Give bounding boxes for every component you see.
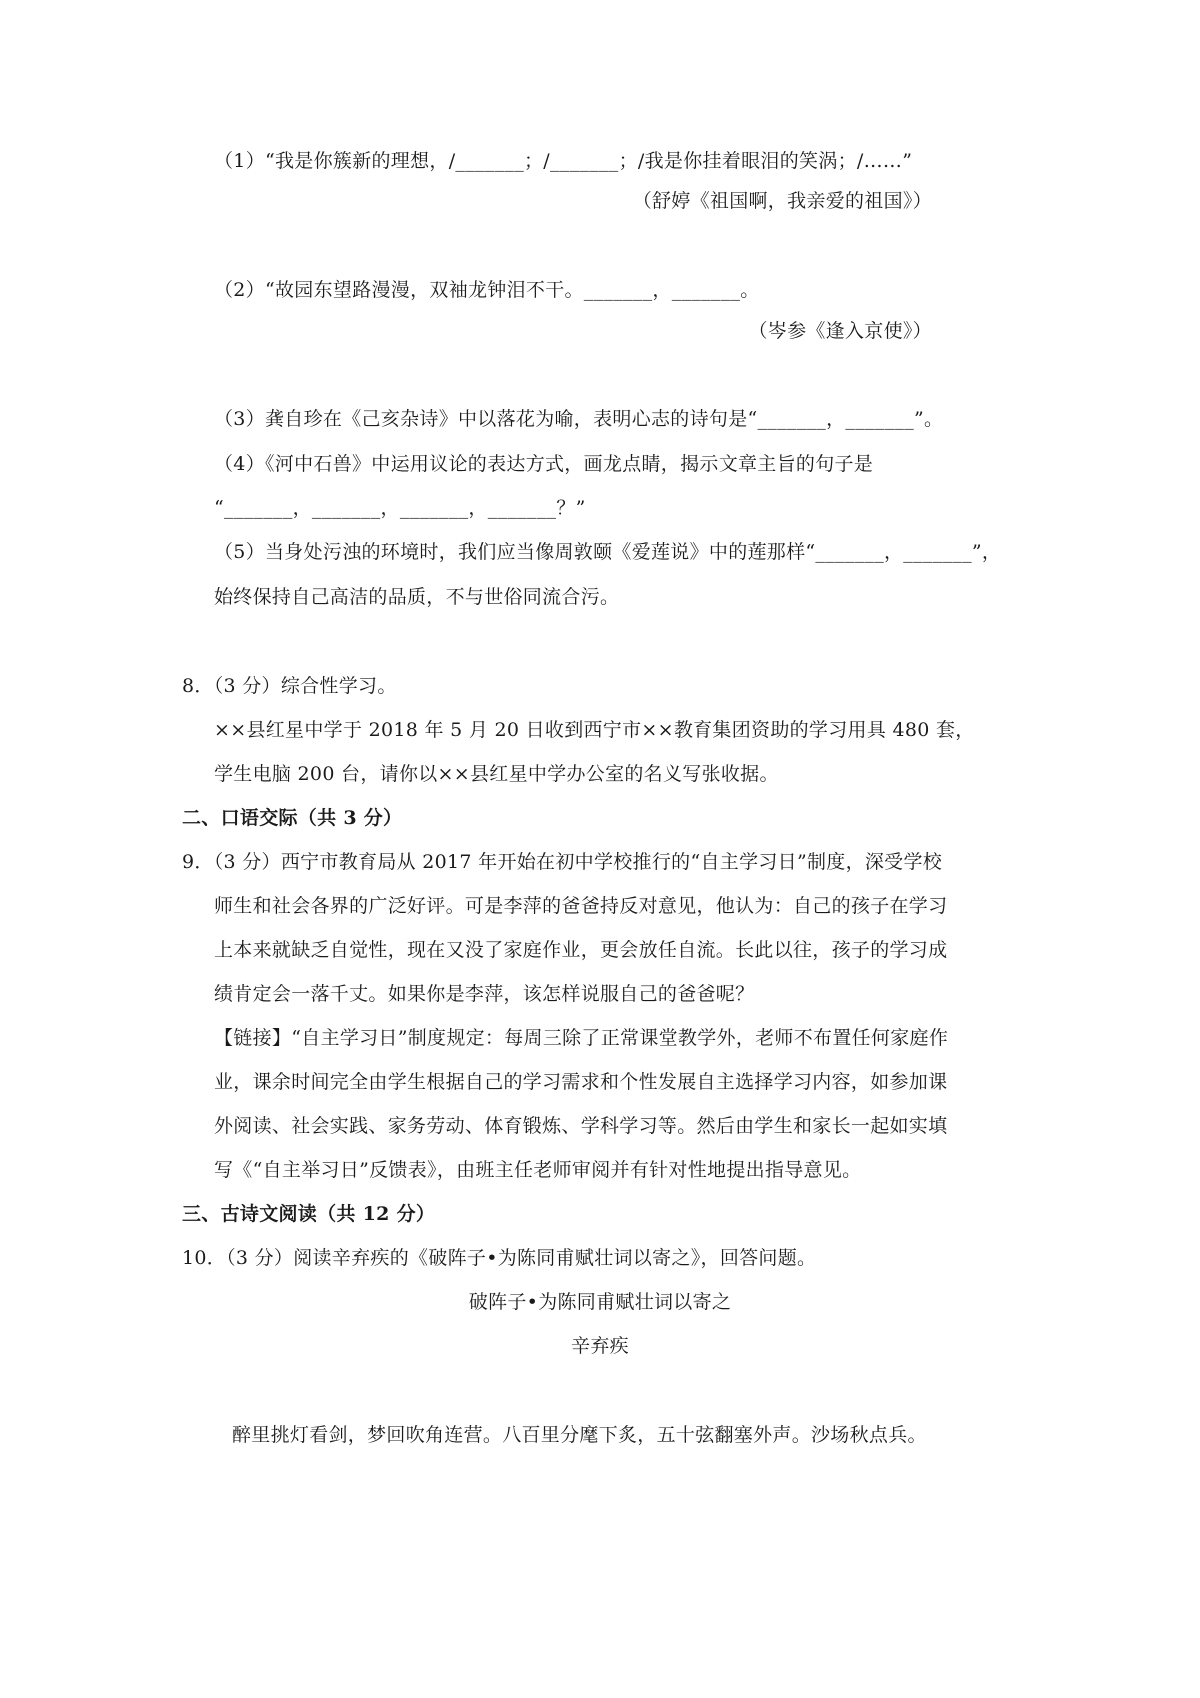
- q8-line2: 学生电脑 200 台，请你以××县红星中学办公室的名义写张收据。: [214, 763, 779, 785]
- q9-link1: 【链接】“自主学习日”制度规定：每周三除了正常课堂教学外，老师不布置任何家庭作: [214, 1027, 949, 1049]
- q7-s2-line: （2）“故园东望路漫漫，双袖龙钟泪不干。_______，_______。: [214, 279, 760, 301]
- q8-title: 8．（3 分）综合性学习。: [182, 675, 397, 697]
- q9-link3: 外阅读、社会实践、家务劳动、体育锻炼、学科学习等。然后由学生和家长一起如实填: [214, 1115, 948, 1137]
- q7-s5-line1: （5）当身处污浊的环境时，我们应当像周敦颐《爱莲说》中的莲那样“_______，_______”，: [214, 541, 1002, 563]
- q9-line3: 上本来就缺乏自觉性，现在又没了家庭作业，更会放任自流。长此以往，孩子的学习成: [214, 939, 948, 961]
- q7-s5-line2: 始终保持自己高洁的品质，不与世俗同流合污。: [214, 586, 620, 608]
- section2-heading: 二、口语交际（共 3 分）: [182, 807, 403, 829]
- q8-line1: ××县红星中学于 2018 年 5 月 20 日收到西宁市××教育集团资助的学习用具 480 套，: [214, 719, 975, 741]
- q7-s3-line: （3）龚自珍在《己亥杂诗》中以落花为喻，表明心志的诗句是“_______，_______”。: [214, 408, 944, 430]
- section3-heading: 三、古诗文阅读（共 12 分）: [182, 1203, 436, 1225]
- q10-line1: 10．（3 分）阅读辛弃疾的《破阵子•为陈同甫赋壮词以寄之》，回答问题。: [182, 1247, 817, 1269]
- q7-s4-line1: （4）《河中石兽》中运用议论的表达方式，画龙点睛，揭示文章主旨的句子是: [214, 453, 874, 475]
- q7-s1-line: （1）“我是你簇新的理想，/_______；/_______；/我是你挂着眼泪的笑涡；/……”: [214, 150, 913, 172]
- poem-author: 辛弃疾: [571, 1335, 629, 1357]
- q7-s4-line2: “_______，_______，_______，_______？”: [214, 497, 586, 519]
- poem-line1: 醉里挑灯看剑，梦回吹角连营。八百里分麾下炙，五十弦翻塞外声。沙场秋点兵。: [232, 1424, 927, 1446]
- q9-link4: 写《“自主举习日”反馈表》，由班主任老师审阅并有针对性地提出指导意见。: [214, 1159, 862, 1181]
- q9-line1: 9．（3 分）西宁市教育局从 2017 年开始在初中学校推行的“自主学习日”制度，深受学校: [182, 851, 943, 873]
- q7-s2-source: （岑参《逢入京使》）: [748, 320, 932, 342]
- q9-link2: 业，课余时间完全由学生根据自己的学习需求和个性发展自主选择学习内容，如参加课: [214, 1071, 948, 1093]
- q9-line4: 绩肯定会一落千丈。如果你是李萍，该怎样说服自己的爸爸呢？: [214, 983, 755, 1005]
- q9-line2: 师生和社会各界的广泛好评。可是李萍的爸爸持反对意见，他认为：自己的孩子在学习: [214, 895, 948, 917]
- q7-s1-source: （舒婷《祖国啊，我亲爱的祖国》）: [632, 190, 932, 212]
- poem-title: 破阵子•为陈同甫赋壮词以寄之: [468, 1291, 732, 1313]
